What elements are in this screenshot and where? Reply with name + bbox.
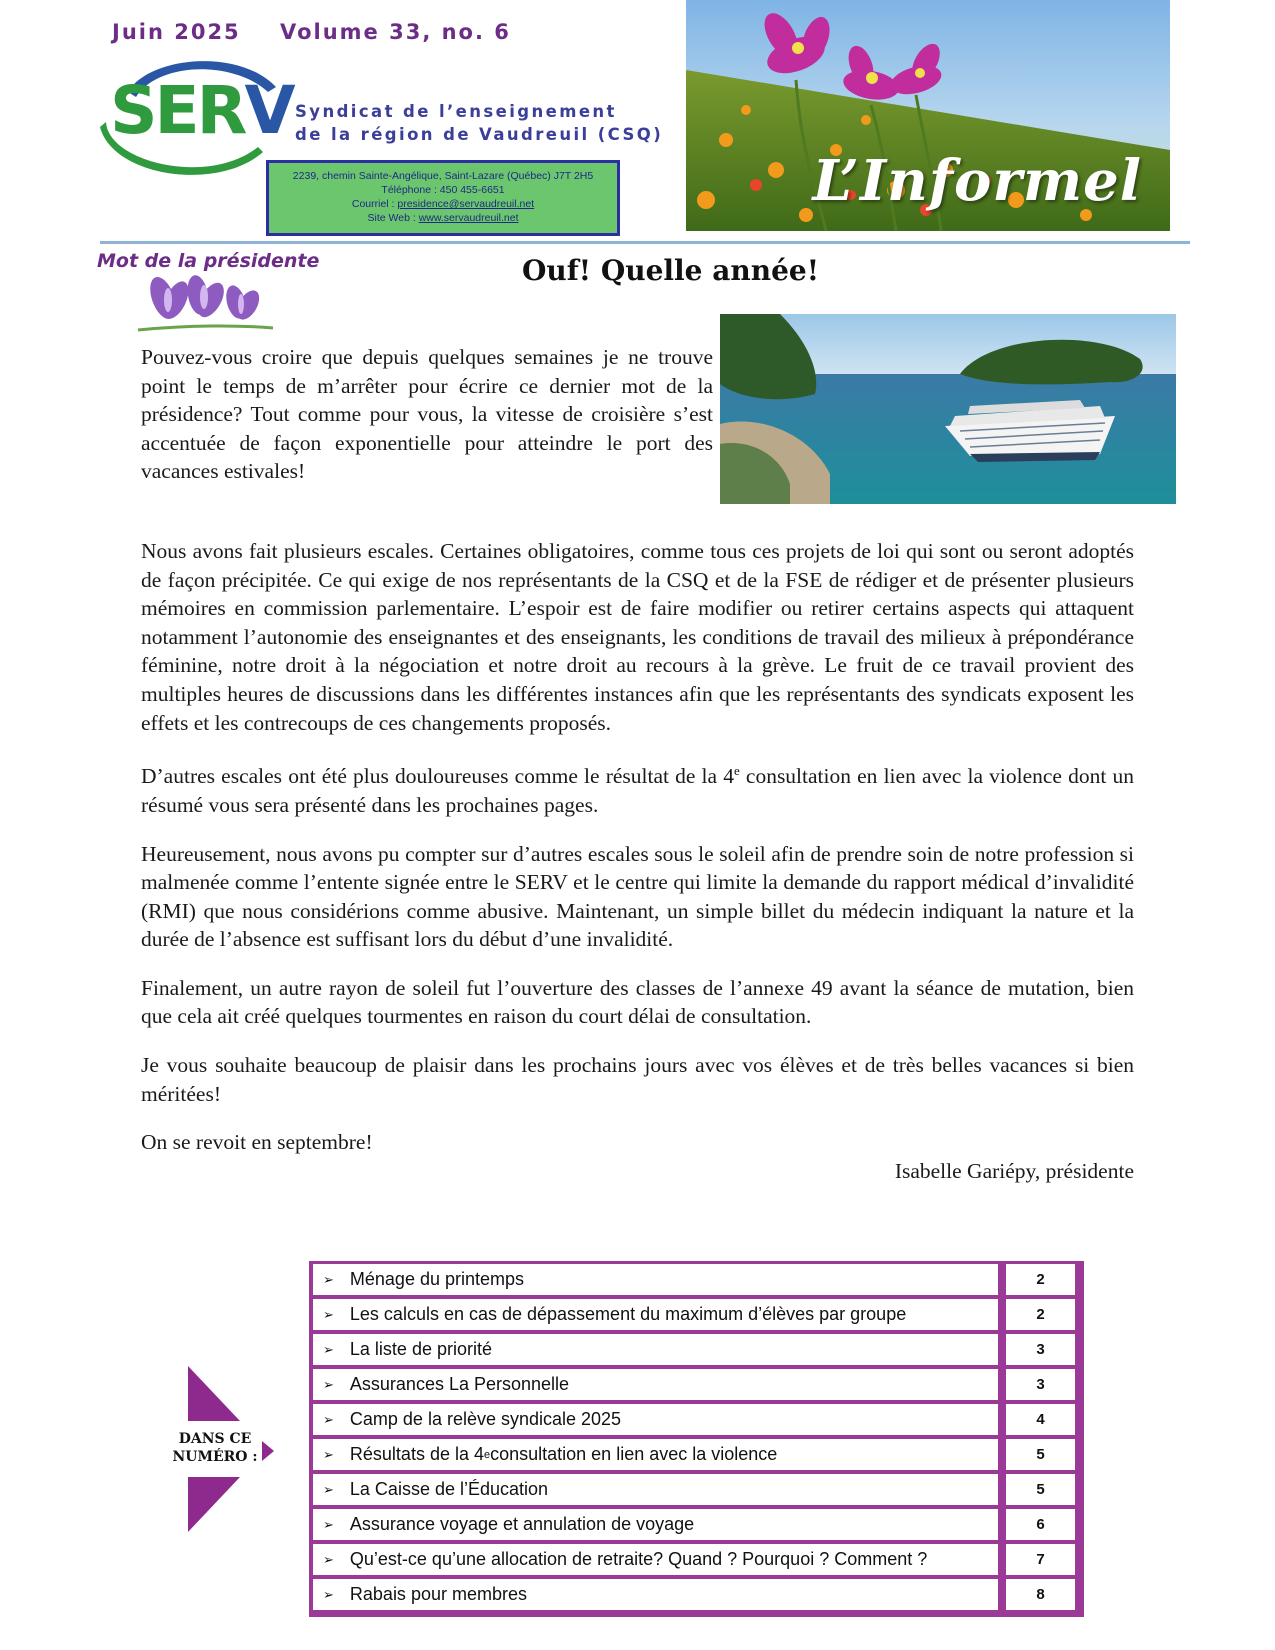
- toc-pointer-icon: [262, 1441, 276, 1461]
- article-paragraph-4: Heureusement, nous avons pu compter sur d’autres escales sous le soleil afin de prendre soin de notre profession si malmenée comme l’entente signée entre le SERV et le centre qui limite la demande du rapport médical d’invalidité (RMI) que nous considérions comme abusive. Maintenant, un simple billet du médecin indiquant la nature et la durée de l’absence est suffisant lors du début d’une invalidité.: [141, 841, 1134, 952]
- cruise-ship-image: [720, 314, 1176, 504]
- toc-item-title: ➢ La Caisse de l’Éducation: [313, 1474, 998, 1505]
- issue-line: [112, 20, 511, 44]
- toc-row[interactable]: [313, 1334, 1080, 1365]
- toc-arrow-icon: ➢: [323, 1271, 334, 1287]
- article-paragraph-3: D’autres escales ont été plus douloureuses comme le résultat de la 4e consultation en lien avec la violence dont un résumé vous sera présenté dans les prochaines pages.: [141, 763, 1134, 817]
- toc-item-page: 4: [1006, 1404, 1075, 1435]
- toc-item-page: 3: [1006, 1334, 1075, 1365]
- toc-triangle-top-icon: [188, 1366, 243, 1424]
- toc-arrow-icon: ➢: [323, 1411, 334, 1427]
- toc-arrow-icon: ➢: [323, 1306, 334, 1322]
- toc-item-page: 6: [1006, 1509, 1075, 1540]
- toc-item-title: ➢ Ménage du printemps: [313, 1264, 998, 1295]
- article-paragraph-1: Pouvez-vous croire que depuis quelques semaines je ne trouve point le temps de m’arrêter pour écrire ce dernier mot de la présidence? Tout comme pour vous, la vitesse de croisière s’est accentuée de façon exponentielle pour atteindre le port des vacances estivales!: [141, 345, 713, 483]
- toc-triangle-bottom-icon: [188, 1474, 243, 1532]
- article-signature: Isabelle Gariépy, présidente: [894, 1158, 1134, 1183]
- article-body: [141, 537, 1134, 1205]
- toc-row[interactable]: [313, 1474, 1080, 1505]
- toc-item-page: 8: [1006, 1579, 1075, 1610]
- org-name-line1: Syndicat de l’enseignement: [295, 102, 617, 121]
- toc-row[interactable]: [313, 1264, 1080, 1295]
- toc-item-page: 5: [1006, 1439, 1075, 1470]
- toc-item-title: ➢ Qu’est-ce qu’une allocation de retraite? Quand ? Pourquoi ? Comment ?: [313, 1544, 998, 1575]
- toc-label-line2: NUMÉRO :: [172, 1449, 258, 1465]
- contact-phone: Téléphone : 450 455-6651: [381, 184, 505, 196]
- toc-row[interactable]: [313, 1439, 1080, 1470]
- contact-web-link[interactable]: www.servaudreuil.net: [418, 212, 519, 224]
- toc-row[interactable]: [313, 1544, 1080, 1575]
- toc-item-page: 7: [1006, 1544, 1075, 1575]
- toc-row[interactable]: [313, 1299, 1080, 1330]
- crocus-flowers-icon: [128, 270, 278, 342]
- toc-item-title: ➢ La liste de priorité: [313, 1334, 998, 1365]
- toc-row[interactable]: [313, 1579, 1080, 1610]
- article-paragraph-7: On se revoit en septembre!: [141, 1130, 373, 1155]
- toc-arrow-icon: ➢: [323, 1341, 334, 1357]
- toc-item-page: 2: [1006, 1264, 1075, 1295]
- article-paragraph-5: Finalement, un autre rayon de soleil fut l’ouverture des classes de l’annexe 49 avant la séance de mutation, bien que cela ait créé quelques tourmentes en raison du court délai de consultation.: [141, 975, 1134, 1029]
- toc-item-title: ➢ Camp de la relève syndicale 2025: [313, 1404, 998, 1435]
- toc-item-page: 5: [1006, 1474, 1075, 1505]
- section-label: Mot de la présidente: [97, 250, 320, 272]
- organization-name: [295, 100, 663, 146]
- header-divider: [100, 241, 1190, 244]
- toc-row[interactable]: [313, 1509, 1080, 1540]
- toc-table: [309, 1261, 1084, 1617]
- toc-item-title: ➢ Les calculs en cas de dépassement du maximum d’élèves par groupe: [313, 1299, 998, 1330]
- toc-item-page: 3: [1006, 1369, 1075, 1400]
- toc-item-page: 2: [1006, 1299, 1075, 1330]
- issue-date: Juin 2025: [112, 20, 241, 44]
- contact-web-row: Site Web : www.servaudreuil.net: [367, 212, 519, 224]
- toc-row[interactable]: [313, 1404, 1080, 1435]
- serv-logo-text: SERV: [110, 72, 293, 149]
- article-title: Ouf! Quelle année!: [522, 254, 820, 287]
- toc-arrow-icon: ➢: [323, 1586, 334, 1602]
- toc-arrow-icon: ➢: [323, 1481, 334, 1497]
- contact-box: [266, 160, 620, 236]
- contact-address: 2239, chemin Sainte-Angélique, Saint-Lazare (Québec) J7T 2H5: [292, 170, 594, 182]
- toc-item-title: ➢ Résultats de la 4 e consultation en lien avec la violence: [313, 1439, 998, 1470]
- issue-volume: Volume 33, no. 6: [279, 20, 511, 44]
- org-name-line2: de la région de Vaudreuil (CSQ): [295, 125, 664, 144]
- toc-arrow-icon: ➢: [323, 1516, 334, 1532]
- contact-email-row: Courriel : presidence@servaudreuil.net: [351, 198, 535, 210]
- toc-label-line1: DANS CE: [178, 1431, 252, 1447]
- toc-row[interactable]: [313, 1369, 1080, 1400]
- article-paragraph-2: Nous avons fait plusieurs escales. Certaines obligatoires, comme tous ces projets de loi qui sont ou seront adoptés de façon précipitée. Ce qui exige de nos représentants de la CSQ et de la FSE de rédiger et de présenter plusieurs mémoires en commission parlementaire. L’espoir est de faire modifier ou retirer certains aspects qui attaquent notamment l’autonomie des enseignantes et des enseignants, les conditions de travail des milieux à prépondérance féminine, notre droit à la négociation et notre droit au recours à la grève. Le fruit de ce travail provient des multiples heures de discussions dans les différentes instances afin que les représentants des syndicats exposent les effets et les contrecoups de ces changements proposés.: [141, 539, 1134, 735]
- toc-arrow-icon: ➢: [323, 1551, 334, 1567]
- toc-arrow-icon: ➢: [323, 1376, 334, 1392]
- article-paragraph-6: Je vous souhaite beaucoup de plaisir dans les prochains jours avec vos élèves et de très belles vacances si bien méritées!: [141, 1053, 1134, 1106]
- toc-item-title: ➢ Assurances La Personnelle: [313, 1369, 998, 1400]
- toc-arrow-icon: ➢: [323, 1446, 334, 1462]
- newsletter-title: L’Informel: [812, 148, 1142, 214]
- toc-item-title: ➢ Rabais pour membres: [313, 1579, 998, 1610]
- flower-banner-image: [686, 0, 1170, 231]
- toc-label: [160, 1430, 270, 1466]
- cruise-ship-photo: [720, 314, 1176, 504]
- contact-email-link[interactable]: presidence@servaudreuil.net: [397, 198, 535, 210]
- toc-item-title: ➢ Assurance voyage et annulation de voyage: [313, 1509, 998, 1540]
